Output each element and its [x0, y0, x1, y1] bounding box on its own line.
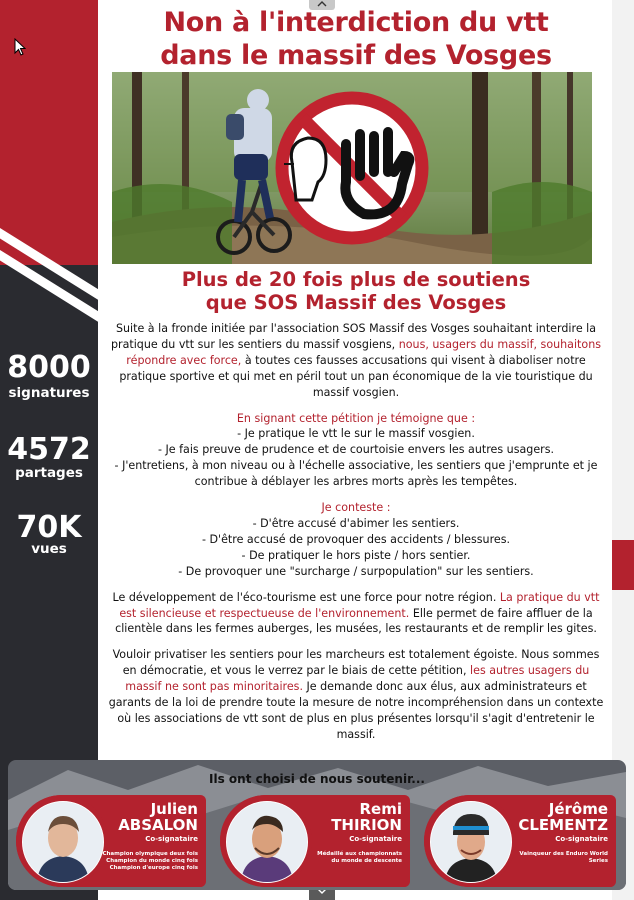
- highlight-text: les autres usagers du massif ne sont pas minoritaires.: [125, 664, 590, 694]
- mouse-cursor-icon: [14, 38, 26, 56]
- portrait-jerome-clementz: [431, 802, 511, 882]
- petition-body: [108, 321, 604, 751]
- forest-cyclist-illustration: [112, 72, 592, 264]
- contest-item: - De pratiquer le hors piste / hors sentier.: [241, 548, 471, 562]
- hero-image: [112, 72, 592, 264]
- stat-shares-label: partages: [15, 465, 83, 481]
- stat-views-label: vues: [31, 541, 67, 557]
- supporters-title: Ils ont choisi de nous soutenir...: [209, 772, 425, 786]
- supporter-description: Médaillé aux championnats du monde de descente: [317, 851, 402, 864]
- supporter-first-name: Julien: [150, 800, 198, 818]
- supporter-role: Co-signataire: [555, 835, 608, 843]
- subtitle: [100, 268, 612, 314]
- supporter-last-name: ABSALON: [118, 816, 198, 834]
- highlight-text: La pratique du vtt est silencieuse et respectueuse de l'environnement.: [119, 590, 600, 620]
- supporter-last-name: THIRION: [331, 816, 402, 834]
- page-title: [100, 6, 612, 72]
- subtitle-line-1: Plus de 20 fois plus de soutiens: [181, 268, 531, 291]
- supporter-last-name: CLEMENTZ: [518, 816, 608, 834]
- testimony-paragraph: [108, 411, 604, 491]
- supporter-description: Champion olympique deux fois Champion du monde cinq fois Champion d'europe cinq fois: [102, 851, 198, 871]
- contest-paragraph: [108, 500, 604, 580]
- privatize-paragraph: Vouloir privatiser les sentiers pour les marcheurs est totalement égoiste. Nous sommes en démocratie, et vous le verrez par le biais de cette pétition, les autres usagers du massif ne sont pas minoritaires. Je demande donc aux élus, aux administrateurs et garants de la loi de prendre toute la mesure de notre incompréhension dans un contexte où les associations de vtt sont de plus en plus présentes lorsqu'il s'agit d'entretenir le massif.: [108, 648, 604, 741]
- stat-signatures-label: signatures: [8, 385, 90, 401]
- supporter-role: Co-signataire: [145, 835, 198, 843]
- highlight-text: nous, usagers du massif, souhaitons répondre avec force,: [126, 337, 602, 367]
- title-line-2: dans le massif des Vosges: [160, 40, 552, 71]
- avatar: [220, 795, 312, 887]
- testimony-item: - Je pratique le vtt le sur le massif vosgien.: [237, 427, 475, 441]
- portrait-remi-thirion: [227, 802, 307, 882]
- testimony-item: - Je fais preuve de prudence et de courtoisie envers les autres usagers.: [157, 443, 555, 457]
- supporter-role: Co-signataire: [349, 835, 402, 843]
- avatar: [424, 795, 516, 887]
- contest-heading: Je conteste :: [321, 501, 391, 515]
- contest-item: - De provoquer une "surcharge / surpopulation" sur les sentiers.: [178, 564, 534, 578]
- contest-item: - D'être accusé de provoquer des accidents / blessures.: [201, 532, 511, 546]
- title-line-1: Non à l'interdiction du vtt: [163, 7, 549, 38]
- right-red-accent: [612, 540, 634, 590]
- supporter-card: [16, 795, 206, 887]
- testimony-heading: En signant cette pétition je témoigne que :: [236, 411, 476, 425]
- testimony-item: - J'entretiens, à mon niveau ou à l'échelle associative, les sentiers que j'emprunte et je contribue à déblayer les arbres morts après les tempêtes.: [114, 459, 598, 489]
- subtitle-line-2: que SOS Massif des Vosges: [205, 291, 507, 314]
- supporter-first-name: Jérôme: [548, 800, 608, 818]
- avatar: [16, 795, 108, 887]
- contest-item: - D'être accusé d'abimer les sentiers.: [252, 516, 460, 530]
- supporter-first-name: Remi: [359, 800, 402, 818]
- supporter-card: [220, 795, 410, 887]
- ecotourism-paragraph: Le développement de l'éco-tourisme est une force pour notre région. La pratique du vtt est silencieuse et respectueuse de l'environnement. Elle permet de faire affluer de la clientèle dans les fermes auberges, les musées, les restaurants et de remplir les gites.: [112, 590, 600, 636]
- supporters-section: [8, 760, 626, 890]
- stat-shares-value: 4572: [7, 432, 91, 467]
- supporter-card: [424, 795, 616, 887]
- stat-signatures-value: 8000: [7, 350, 91, 385]
- supporter-description: Vainqueur des Enduro World Series: [519, 851, 608, 864]
- stat-views-value: 70K: [16, 510, 82, 545]
- intro-paragraph: Suite à la fronde initiée par l'association SOS Massif des Vosges souhaitant interdire la pratique du vtt sur les sentiers du massif vosgiens, nous, usagers du massif, souhaitons répondre avec force, à toutes ces fausses accusations qui visent à diaboliser notre pratique sportive et qui met en péril tout un pan économique de la vie touristique du massif vosgien.: [110, 322, 602, 399]
